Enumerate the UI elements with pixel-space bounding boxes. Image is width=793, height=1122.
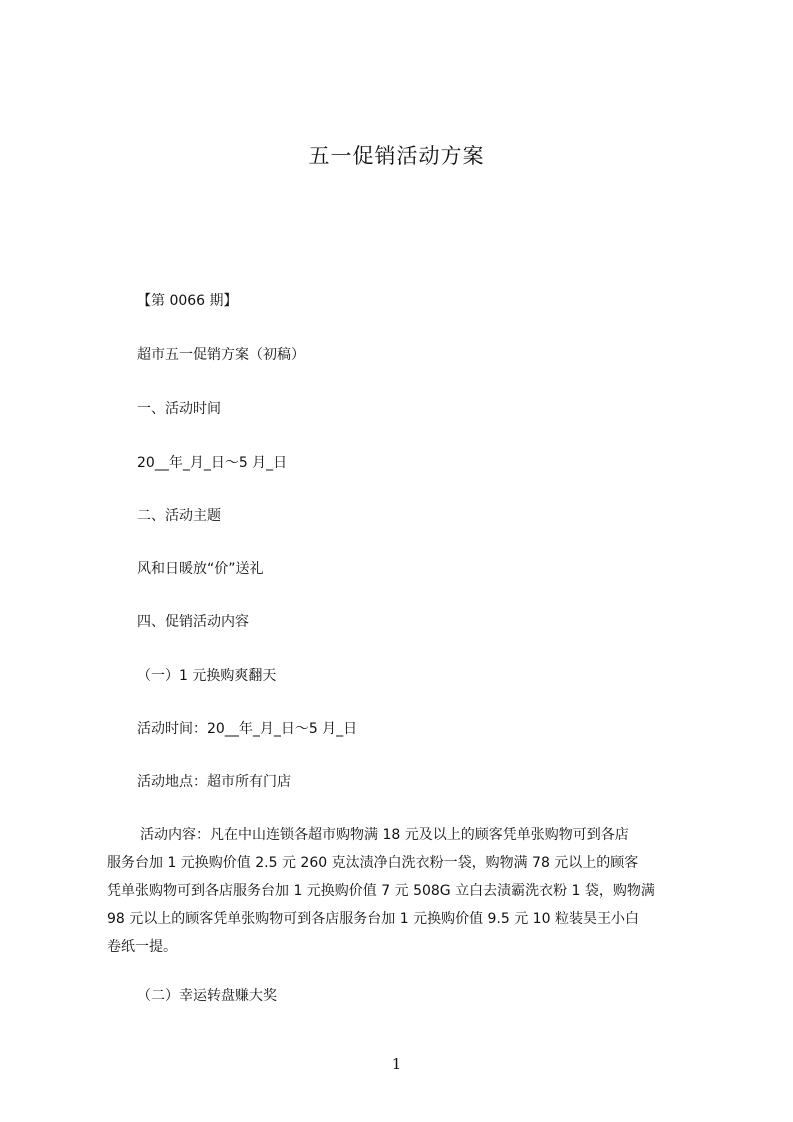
activity-date-range: 20__年_月_日～5 月_日 <box>137 455 288 471</box>
page-number: 1 <box>391 1055 402 1073</box>
subsection-heading-two: （二）幸运转盘赚大奖 <box>137 988 277 1004</box>
paragraph-line: 98 元以上的顾客凭单张购物可到各店服务台加 1 元换购价值 9.5 元 10 粒装昊王小白 <box>107 911 639 927</box>
section-heading-time: 一、活动时间 <box>137 401 221 417</box>
paragraph-line: 活动内容：凡在中山连锁各超市购物满 18 元及以上的顾客凭单张购物可到各店 <box>140 827 629 843</box>
section-heading-theme: 二、活动主题 <box>137 508 221 524</box>
activity-time-detail: 活动时间：20__年_月_日～5 月_日 <box>137 721 358 737</box>
issue-number: 【第 0066 期】 <box>137 293 238 309</box>
subsection-heading-one: （一）1 元换购爽翻天 <box>137 668 277 684</box>
section-heading-content: 四、促销活动内容 <box>137 614 249 630</box>
activity-content-paragraph <box>107 821 697 961</box>
paragraph-line: 服务台加 1 元换购价值 2.5 元 260 克汰渍净白洗衣粉一袋，购物满 78 元以上的顾客 <box>107 855 639 871</box>
paragraph-line: 凭单张购物可到各店服务台加 1 元换购价值 7 元 508G 立白去渍霸洗衣粉 1 袋，购物满 <box>107 883 655 899</box>
paragraph-line: 卷纸一提。 <box>107 939 177 955</box>
activity-location: 活动地点：超市所有门店 <box>137 774 291 790</box>
document-title: 五一促销活动方案 <box>308 144 485 168</box>
plan-subtitle: 超市五一促销方案（初稿） <box>137 347 305 363</box>
activity-theme: 风和日暖放“价”送礼 <box>137 561 264 577</box>
